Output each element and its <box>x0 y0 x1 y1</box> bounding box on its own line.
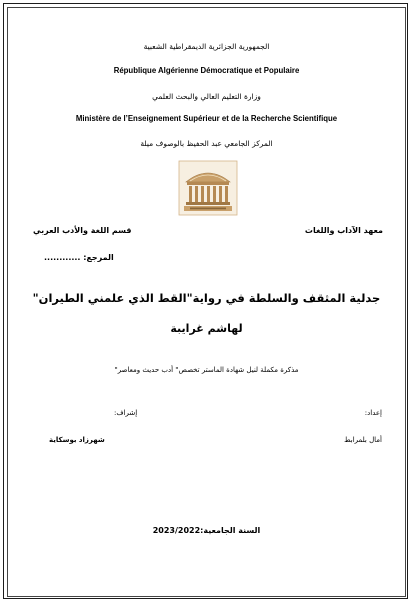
republic-fr: République Algérienne Démocratique et Populaire <box>113 66 300 75</box>
reference-line: المرجع: ............ <box>44 253 114 262</box>
institute-name: معهد الآداب واللغات <box>304 226 383 235</box>
thesis-author: لهاشم غرايبة <box>170 322 243 335</box>
university-logo-icon <box>178 160 238 216</box>
supervisor-name: شهرزاد بوسكاية <box>49 436 105 444</box>
department-name: قسم اللغة والأدب العربي <box>33 226 132 235</box>
ministry-ar: وزارة التعليم العالي والبحث العلمي <box>152 92 261 101</box>
thesis-subtitle: مذكرة مكملة لنيل شهادة الماستر تخصص" أدب حديث ومعاصر" <box>114 366 299 374</box>
republic-ar: الجمهورية الجزائرية الديمقراطية الشعبية <box>143 42 270 51</box>
academic-year: السنة الجامعية:2023/2022 <box>152 526 261 535</box>
supervisor-label: إشراف: <box>114 409 138 417</box>
thesis-title: جدلية المثقف والسلطة في رواية"القط الذي علمني الطيران" <box>32 291 381 305</box>
prepared-label: إعداد: <box>364 409 382 417</box>
ministry-fr: Ministère de l’Enseignement Supérieur et de la Recherche Scientifique <box>75 114 338 123</box>
center-ar: المركز الجامعي عبد الحفيظ بالوصوف ميلة <box>140 139 273 148</box>
student-name: أمال بلمرابط <box>344 436 382 444</box>
